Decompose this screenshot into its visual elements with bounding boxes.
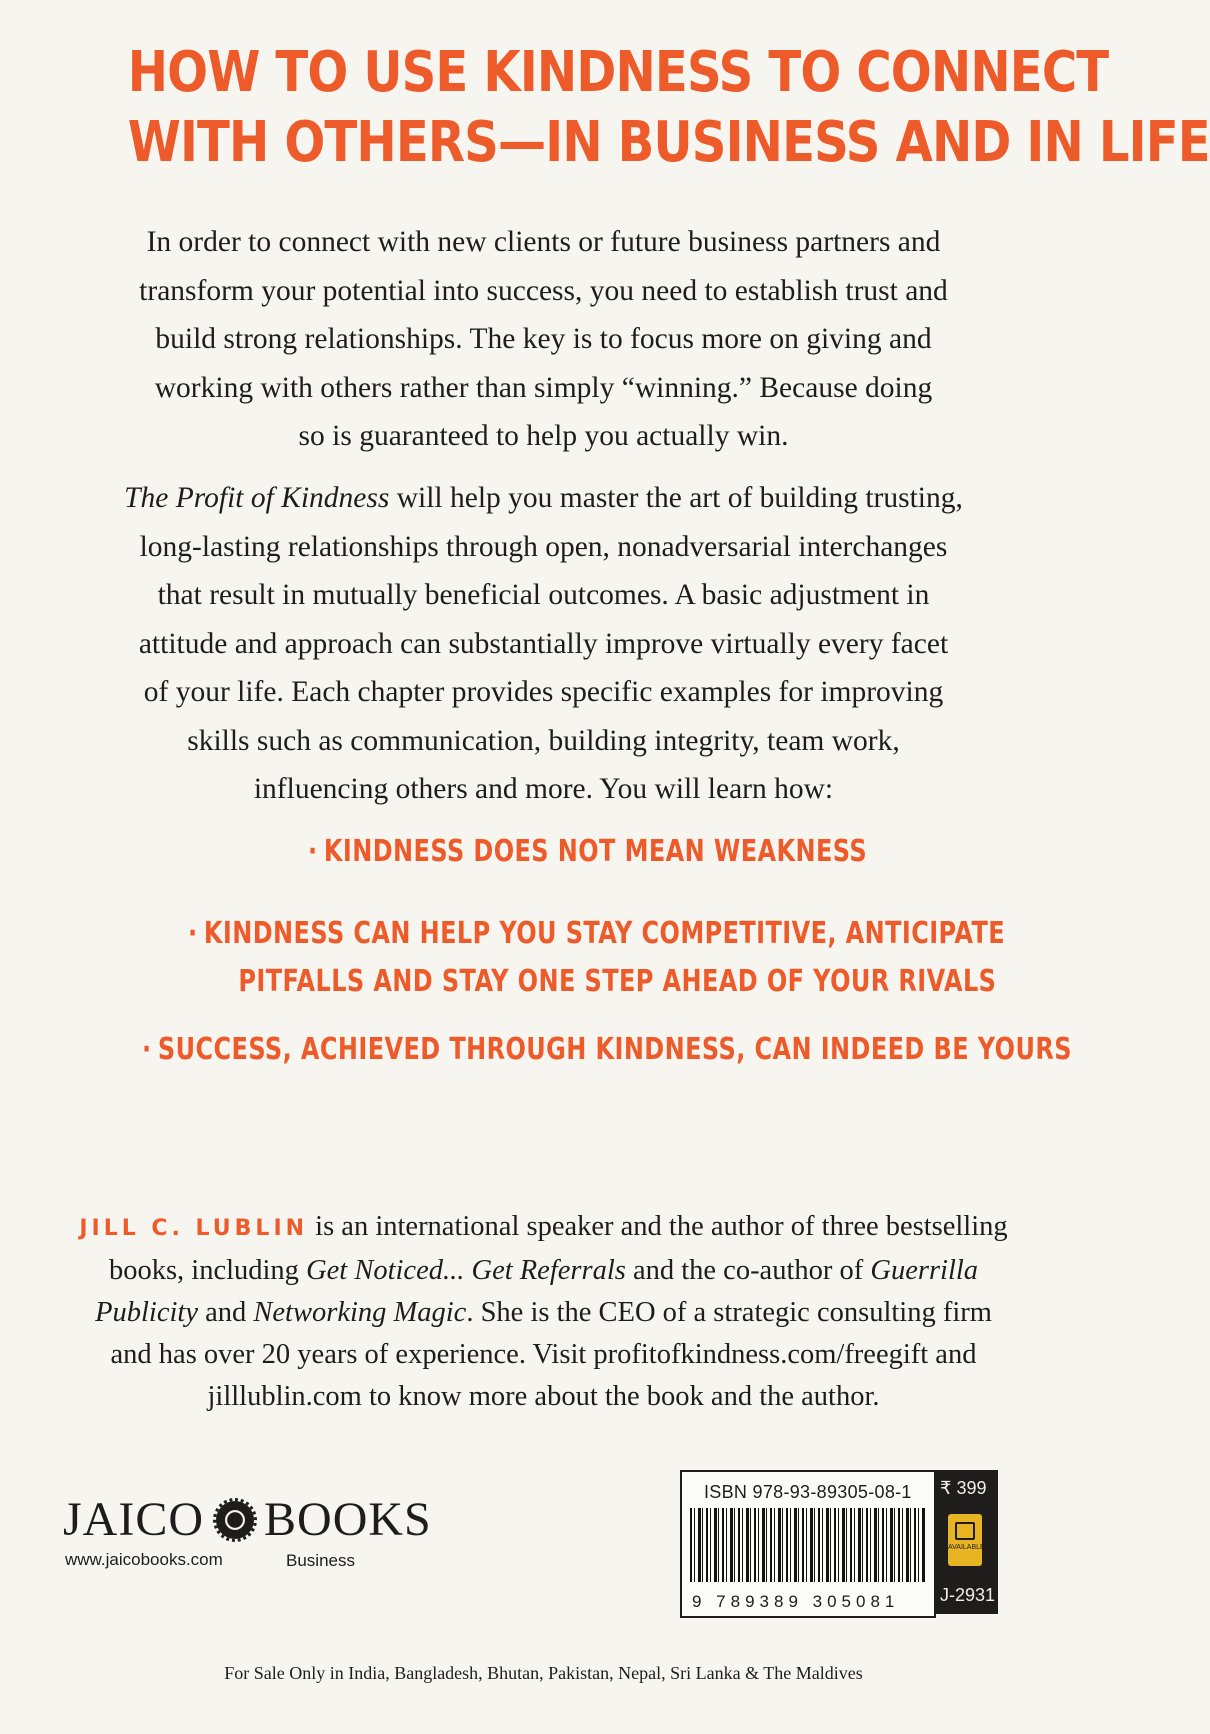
- bullet-marker: ·: [142, 1032, 152, 1067]
- price-label: ₹ 399: [940, 1478, 987, 1498]
- sale-territory-note: For Sale Only in India, Bangladesh, Bhutan, Pakistan, Nepal, Sri Lanka & The Maldives: [224, 1663, 863, 1683]
- bio-book-title: Get Noticed... Get Referrals: [306, 1255, 626, 1286]
- bio-line: [60, 1292, 1027, 1334]
- bio-text: is an international speaker and the author of three bestselling: [308, 1211, 1008, 1242]
- product-code: J-2931: [940, 1585, 996, 1605]
- publisher-name-right: BOOKS: [264, 1493, 432, 1546]
- bio-text: books, including: [108, 1255, 307, 1286]
- headline-line-1: HOW TO USE KINDNESS TO CONNECT: [127, 40, 1109, 105]
- publisher-website: www.jaicobooks.com: [65, 1550, 223, 1569]
- bio-book-title: Publicity: [95, 1297, 198, 1328]
- bullet-text: KINDNESS DOES NOT MEAN WEAKNESS: [323, 834, 868, 869]
- barcode-panel: [680, 1470, 936, 1618]
- publisher-name-left: JAICO: [63, 1493, 205, 1546]
- bio-text: . She is the CEO of a strategic consulting firm: [466, 1297, 992, 1328]
- barcode-icon: [690, 1508, 926, 1582]
- intro-line: build strong relationships. The key is to focus more on giving and: [155, 323, 932, 355]
- book-category: Business: [286, 1551, 355, 1570]
- intro-line: In order to connect with new clients or future business partners and: [146, 226, 941, 258]
- intro-line: working with others rather than simply “winning.” Because doing: [154, 371, 933, 404]
- bio-book-title: Networking Magic: [253, 1297, 467, 1328]
- ebook-badge: [948, 1514, 985, 1566]
- ebook-icon: [955, 1522, 975, 1540]
- summary-line: that result in mutually beneficial outcomes. A basic adjustment in: [157, 579, 930, 611]
- bio-line: jilllublin.com to know more about the book and the author.: [207, 1381, 880, 1412]
- bio-book-title: Guerrilla: [870, 1255, 979, 1286]
- author-name: JILL C. LUBLIN: [79, 1216, 309, 1241]
- summary-line: of your life. Each chapter provides specific examples for improving: [143, 676, 944, 708]
- summary-line: [60, 474, 1027, 523]
- bullet-item: [142, 1032, 1072, 1067]
- ebook-available-label: AVAILABLE: [948, 1544, 985, 1551]
- bullet-text: SUCCESS, ACHIEVED THROUGH KINDNESS, CAN INDEED BE YOURS: [157, 1032, 1072, 1067]
- intro-line: so is guaranteed to help you actually win.: [298, 420, 789, 452]
- bio-line: [60, 1250, 1027, 1292]
- headline-line-2: WITH OTHERS—IN BUSINESS AND IN LIFE: [127, 110, 1210, 175]
- bullet-item: [308, 834, 867, 869]
- author-bio: [60, 1206, 1027, 1418]
- summary-line-1-rest: will help you master the art of building trusting,: [389, 482, 963, 514]
- bullet-text: KINDNESS CAN HELP YOU STAY COMPETITIVE, ANTICIPATE: [203, 916, 1006, 951]
- summary-paragraph: [60, 474, 1027, 814]
- summary-line: long-lasting relationships through open, nonadversarial interchanges: [139, 530, 948, 563]
- publisher-emblem-icon: [216, 1501, 254, 1539]
- summary-line: attitude and approach can substantially improve virtually every facet: [138, 627, 949, 660]
- intro-paragraph: [60, 218, 1027, 461]
- book-title: The Profit of Kindness: [124, 482, 390, 514]
- isbn-text: ISBN 978-93-89305-08-1: [704, 1482, 912, 1502]
- headline: [127, 38, 1210, 178]
- barcode-digits: 9 789389 305081: [692, 1592, 900, 1611]
- bio-line: [60, 1206, 1027, 1250]
- bullet-item: [188, 910, 1005, 1006]
- price-panel: [934, 1470, 998, 1614]
- bio-text: and: [197, 1297, 254, 1328]
- intro-line: transform your potential into success, you need to establish trust and: [139, 274, 948, 307]
- bullet-marker: ·: [188, 916, 198, 951]
- publisher-logo: [63, 1492, 432, 1547]
- bio-line: and has over 20 years of experience. Visit profitofkindness.com/freegift and: [110, 1339, 977, 1370]
- summary-line: influencing others and more. You will learn how:: [253, 773, 834, 805]
- bio-text: and the co-author of: [625, 1255, 871, 1286]
- bullet-text-continued: PITFALLS AND STAY ONE STEP AHEAD OF YOUR RIVALS: [238, 964, 997, 999]
- bullet-marker: ·: [308, 834, 318, 869]
- summary-line: skills such as communication, building integrity, team work,: [187, 724, 900, 757]
